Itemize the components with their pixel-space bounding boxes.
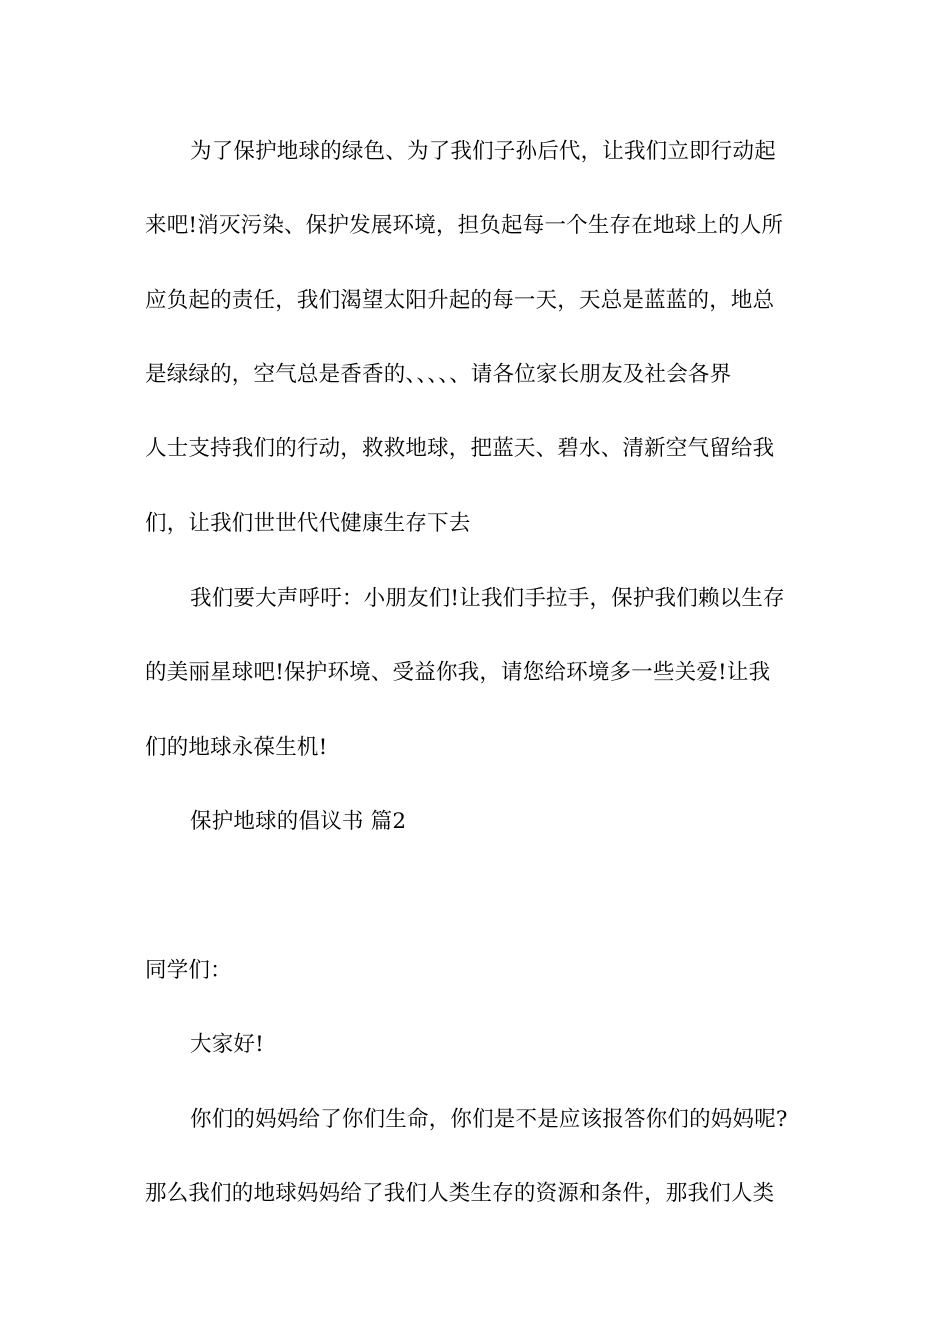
greeting: 大家好! bbox=[190, 1032, 264, 1057]
paragraph-1-line-2: 来吧!消灭污染、保护发展环境，担负起每一个生存在地球上的人所 bbox=[145, 213, 784, 238]
salutation: 同学们： bbox=[145, 958, 232, 983]
paragraph-1-line-5: 人士支持我们的行动，救救地球，把蓝天、碧水、清新空气留给我 bbox=[145, 436, 775, 461]
paragraph-3-line-2: 那么我们的地球妈妈给了我们人类生存的资源和条件，那我们人类 bbox=[145, 1181, 775, 1206]
paragraph-1-line-4: 是绿绿的，空气总是香香的、、、、、请各位家长朋友及社会各界 bbox=[145, 362, 732, 387]
section-heading: 保护地球的倡议书 篇2 bbox=[190, 809, 407, 834]
paragraph-2-line-3: 们的地球永葆生机! bbox=[145, 735, 328, 760]
paragraph-2-line-1: 我们要大声呼吁：小朋友们!让我们手拉手，保护我们赖以生存 bbox=[190, 586, 785, 611]
paragraph-2-line-2: 的美丽星球吧!保护环境、受益你我，请您给环境多一些关爱!让我 bbox=[145, 660, 771, 685]
paragraph-3-line-1: 你们的妈妈给了你们生命，你们是不是应该报答你们的妈妈呢? bbox=[190, 1107, 788, 1132]
paragraph-1-line-1: 为了保护地球的绿色、为了我们子孙后代，让我们立即行动起 bbox=[190, 139, 776, 164]
paragraph-1-line-6: 们，让我们世世代代健康生存下去 bbox=[145, 511, 471, 536]
paragraph-1-line-3: 应负起的责任，我们渴望太阳升起的每一天，天总是蓝蓝的，地总 bbox=[145, 288, 775, 313]
